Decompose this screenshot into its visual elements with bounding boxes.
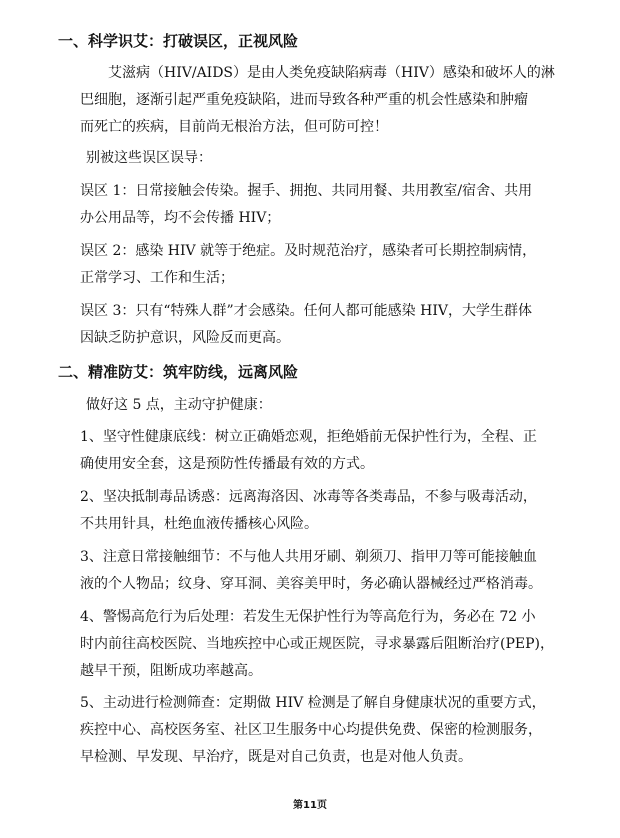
tip-4	[80, 604, 560, 685]
tip-5-line-1: 5、主动进行检测筛查：定期做 HIV 检测是了解自身健康状况的重要方式，	[80, 695, 546, 711]
tip-2-line-2: 不共用针具，杜绝血液传播核心风险。	[80, 516, 318, 532]
section2-lead: 做好这 5 点，主动守护健康：	[86, 397, 272, 413]
intro-line-3: 而死亡的疾病，目前尚无根治方法，但可防可控！	[80, 119, 388, 135]
tip-4-line-1: 4、警惕高危行为后处理：若发生无保护性行为等高危行为，务必在 72 小	[80, 609, 536, 625]
myth-1-line-2: 办公用品等，均不会传播 HIV；	[80, 210, 281, 226]
tip-1	[80, 424, 560, 478]
tip-2	[80, 484, 560, 538]
myth-1	[80, 178, 560, 232]
tip-3	[80, 544, 560, 598]
tip-2-line-1: 2、坚决抵制毒品诱惑：远离海洛因、冰毒等各类毒品，不参与吸毒活动，	[80, 489, 537, 505]
myth-3	[80, 298, 560, 352]
section1-lead: 别被这些误区误导：	[86, 150, 212, 166]
tip-5-line-3: 早检测、早发现、早治疗，既是对自己负责，也是对他人负责。	[80, 749, 472, 765]
tip-3-line-2: 液的个人物品；纹身、穿耳洞、美容美甲时，务必确认器械经过严格消毒。	[80, 576, 542, 592]
intro-line-1: 艾滋病（HIV/AIDS）是由人类免疫缺陷病毒（HIV）感染和破坏人的淋	[108, 65, 555, 81]
section1-heading: 一、科学识艾：打破误区，正视风险	[58, 32, 299, 50]
myth-2-line-2: 正常学习、工作和生活；	[80, 270, 234, 286]
page-number: 第11页	[293, 800, 327, 811]
intro-line-2: 巴细胞，逐渐引起严重免疫缺陷，进而导致各种严重的机会性感染和肿瘤	[80, 92, 528, 108]
tip-5-line-2: 疾控中心、高校医务室、社区卫生服务中心均提供免费、保密的检测服务，	[80, 722, 542, 738]
tip-1-line-1: 1、坚守性健康底线：树立正确婚恋观，拒绝婚前无保护性行为，全程、正	[80, 429, 537, 445]
tip-4-line-3: 越早干预，阻断成功率越高。	[80, 663, 262, 679]
tip-1-line-2: 确使用安全套，这是预防性传播最有效的方式。	[80, 456, 374, 472]
myth-2	[80, 238, 560, 292]
myth-2-line-1: 误区 2：感染 HIV 就等于绝症。及时规范治疗，感染者可长期控制病情，	[80, 243, 537, 259]
tip-3-line-1: 3、注意日常接触细节：不与他人共用牙刷、剃须刀、指甲刀等可能接触血	[80, 549, 537, 565]
myth-3-line-1: 误区 3：只有“特殊人群”才会感染。任何人都可能感染 HIV，大学生群体	[80, 303, 532, 319]
tip-4-line-2: 时内前往高校医院、当地疾控中心或正规医院，寻求暴露后阻断治疗(PEP)，	[80, 636, 554, 652]
myth-1-line-1: 误区 1：日常接触会传染。握手、拥抱、共同用餐、共用教室/宿舍、共用	[80, 183, 533, 199]
myth-3-line-2: 因缺乏防护意识，风险反而更高。	[80, 330, 290, 346]
section2-heading: 二、精准防艾：筑牢防线，远离风险	[58, 363, 299, 381]
section1-intro	[80, 60, 560, 141]
tip-5	[80, 690, 560, 771]
